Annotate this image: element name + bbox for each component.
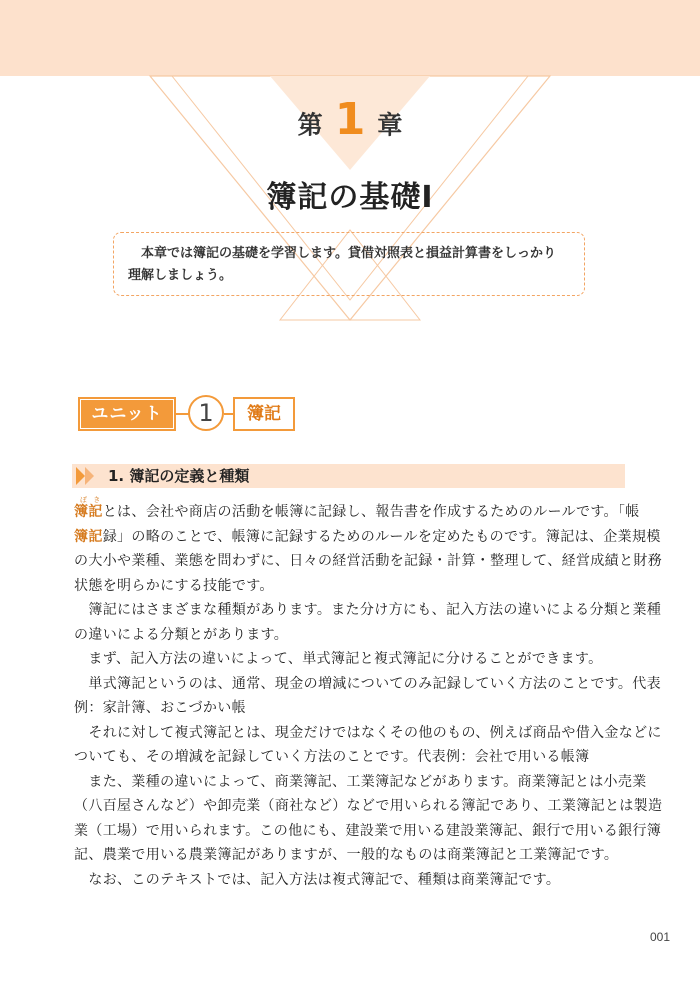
paragraph-line: 例：家計簿、おこづかい帳 [74,700,246,716]
paragraph-line: （八百屋さんなど）や卸売業（商社など）などで用いられる簿記であり、工業簿記とは製造 [74,798,663,814]
paragraph-line: の違いによる分類とがあります。 [74,626,289,643]
paragraph-line: ぼ き 簿記とは、会社や商店の活動を帳簿に記録し、報告書を作成するためのルールです。「帳 [74,496,640,520]
body-text [74,496,663,892]
chapter-heading [0,94,700,149]
intro-line: 理解しましょう。 [128,268,233,283]
chapter-prefix: 第 [297,110,323,140]
keyword-boki: 簿記 [74,528,103,545]
paragraph-line: ついても、その増減を記録していく方法のことです。代表例：会社で用いる帳簿 [74,749,590,765]
unit-number: 1 [188,395,224,431]
intro-line: 本章では簿記の基礎を学習します。貸借対照表と損益計算書をしっかり [128,246,556,261]
paragraph-line: まず、記入方法の違いによって、単式簿記と複式簿記に分けることができます。 [74,651,603,667]
chapter-suffix: 章 [377,110,403,140]
page-number: 001 [649,930,670,944]
paragraph-line: 記、農業で用いる農業簿記がありますが、一般的なものは商業簿記と工業簿記です。 [74,847,619,863]
paragraph-line: なお、このテキストでは、記入方法は複式簿記で、種類は商業簿記です。 [74,871,561,888]
section-heading [72,464,625,488]
paragraph-line: それに対して複式簿記とは、現金だけではなくその他のもの、例えば商品や借入金などに [74,724,662,741]
paragraph-line: また、業種の違いによって、商業簿記、工業簿記などがあります。商業簿記とは小売業 [74,773,647,790]
double-chevron-icon [76,467,102,485]
ruby-text: ぼ き [80,496,103,504]
paragraph-line: 簿記録」の略のことで、帳簿に記録するためのルールを定めたものです。簿記は、企業規模 [74,528,661,545]
chapter-title: 簿記の基礎Ⅰ [266,180,434,215]
section-title: 1. 簿記の定義と種類 [108,467,250,485]
intro-box [113,232,585,296]
paragraph-line: 単式簿記というのは、通常、現金の増減についてのみ記録していく方法のことです。代表 [74,675,661,692]
paragraph-line: の大小や業種、業態を問わずに、日々の経営活動を記録・計算・整理して、経営成績と財務 [74,553,663,569]
paragraph-line: 業（工場）で用いられます。この他にも、建設業で用いる建設業簿記、銀行で用いる銀行簿 [74,822,662,839]
keyword-boki: ぼ き 簿記 [74,496,103,520]
chapter-number: 1 [334,94,366,145]
unit-label: ユニット [78,397,176,431]
unit-heading [78,397,338,431]
paragraph-line: 状態を明らかにする技能です。 [74,577,274,594]
paragraph-line: 簿記にはさまざまな種類があります。また分け方にも、記入方法の違いによる分類と業種 [74,602,662,618]
unit-name: 簿記 [233,397,295,431]
